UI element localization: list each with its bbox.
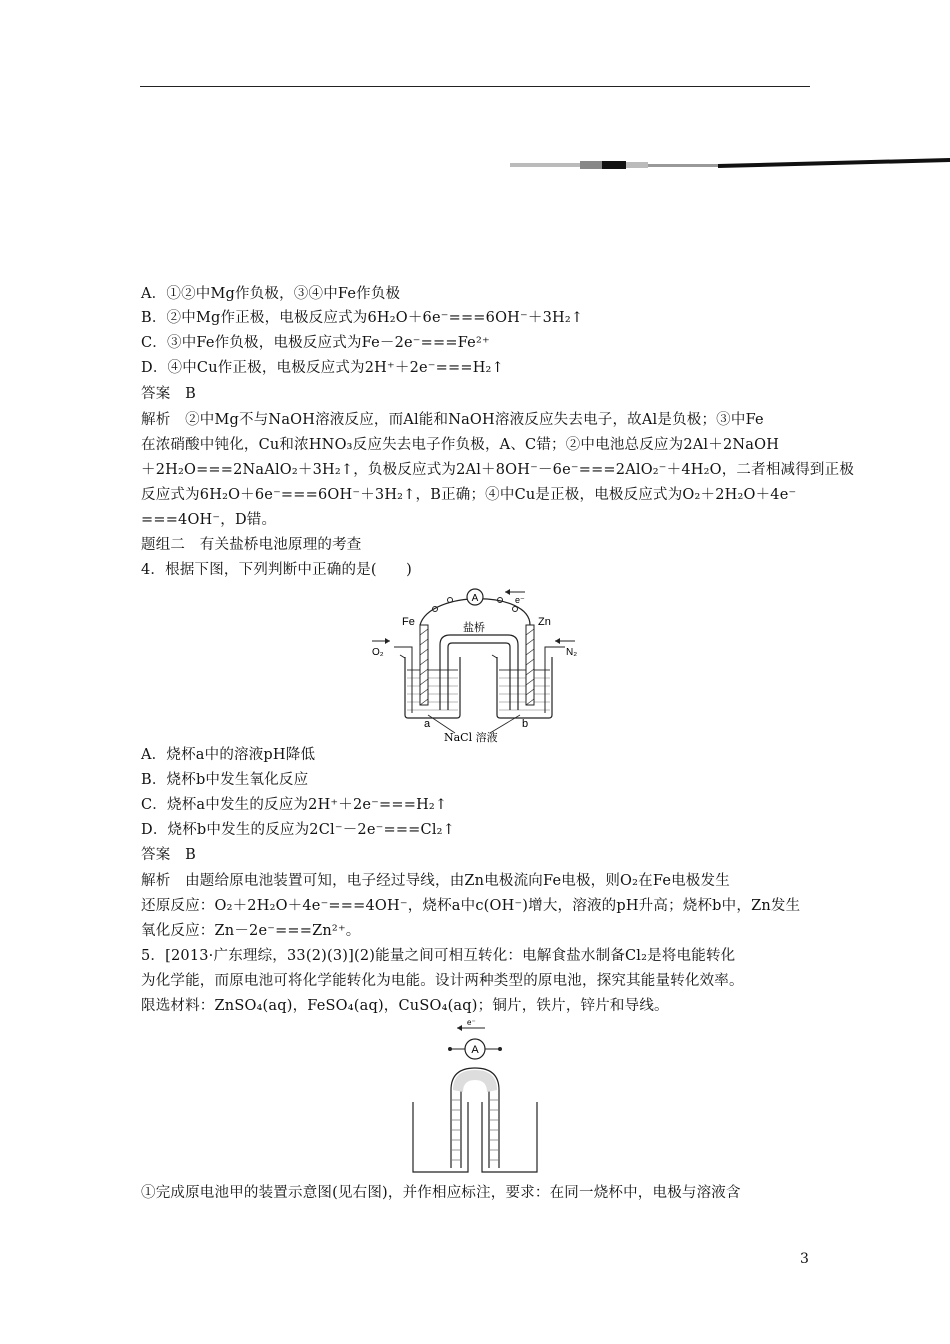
answer-line: 答案 B: [141, 847, 196, 863]
question-5-stem: 5．[2013·广东理综，33(2)(3)](2)能量之间可相互转化：电解食盐水制备Cl₂是将电能转化: [141, 948, 736, 964]
electron-label: e⁻: [515, 595, 525, 605]
option-a-line: A．烧杯a中的溶液pH降低: [141, 747, 316, 763]
section-title: 题组二 有关盐桥电池原理的考查: [141, 537, 362, 553]
n2-label: N₂: [566, 647, 578, 658]
salt-bridge-cell-figure: [360, 585, 600, 745]
cell-diagram-figure: [405, 1020, 545, 1180]
option-c-line: C．③中Fe作负极，电极反应式为Fe－2e⁻===Fe²⁺: [141, 335, 490, 351]
zn-label: Zn: [538, 616, 551, 628]
option-a-line: A．①②中Mg作负极，③④中Fe作负极: [141, 286, 401, 302]
analysis-line: 反应式为6H₂O＋6e⁻===6OH⁻＋3H₂↑，B正确；④中Cu是正极，电极反应式为O₂＋2H₂O＋4e⁻: [141, 487, 797, 503]
ammeter-label: A: [471, 1044, 479, 1056]
analysis-line: 解析 由题给原电池装置可知，电子经过导线，由Zn电极流向Fe电极，则O₂在Fe电极发生: [141, 873, 730, 889]
option-d-line: D．烧杯b中发生的反应为2Cl⁻－2e⁻===Cl₂↑: [141, 822, 456, 838]
o2-label: O₂: [372, 647, 384, 658]
analysis-line: 氧化反应：Zn－2e⁻===Zn²⁺。: [141, 923, 361, 939]
beaker-a-label: a: [424, 718, 431, 730]
analysis-line: ===4OH⁻，D错。: [141, 512, 277, 528]
materials-line: 限选材料：ZnSO₄(aq)，FeSO₄(aq)，CuSO₄(aq)；铜片，铁片，锌片和导线。: [141, 998, 669, 1014]
fe-label: Fe: [402, 616, 415, 628]
solution-label: NaCl 溶液: [444, 731, 498, 744]
salt-bridge-label: 盐桥: [463, 621, 485, 634]
option-b-line: B．烧杯b中发生氧化反应: [141, 772, 309, 788]
header-decoration: [0, 0, 950, 200]
option-c-line: C．烧杯a中发生的反应为2H⁺＋2e⁻===H₂↑: [141, 797, 448, 813]
electron-label: e⁻: [467, 1020, 476, 1027]
analysis-line: 还原反应：O₂＋2H₂O＋4e⁻===4OH⁻，烧杯a中c(OH⁻)增大，溶液的pH升高；烧杯b中，Zn发生: [141, 898, 801, 914]
question-5-stem: 为化学能，而原电池可将化学能转化为电能。设计两种类型的原电池，探究其能量转化效率。: [141, 973, 744, 989]
analysis-line: ＋2H₂O===2NaAlO₂＋3H₂↑，负极反应式为2Al＋8OH⁻－6e⁻===2AlO₂⁻＋4H₂O，二者相减得到正极: [141, 462, 855, 478]
question-4-stem: 4．根据下图，下列判断中正确的是( ): [141, 562, 413, 578]
answer-line: 答案 B: [141, 386, 196, 402]
analysis-line: 在浓硝酸中钝化，Cu和浓HNO₃反应失去电子作负极，A、C错；②中电池总反应为2Al＋2NaOH: [141, 437, 780, 453]
page-number: 3: [800, 1251, 809, 1267]
subquestion-1-line: ①完成原电池甲的装置示意图(见右图)，并作相应标注，要求：在同一烧杯中，电极与溶液含: [141, 1185, 741, 1201]
ammeter-label: A: [471, 593, 479, 604]
option-d-line: D．④中Cu作正极，电极反应式为2H⁺＋2e⁻===H₂↑: [141, 360, 504, 376]
beaker-b-label: b: [522, 718, 529, 730]
analysis-line: 解析 ②中Mg不与NaOH溶液反应，而Al能和NaOH溶液反应失去电子，故Al是负极；③中Fe: [141, 412, 764, 428]
option-b-line: B．②中Mg作正极，电极反应式为6H₂O＋6e⁻===6OH⁻＋3H₂↑: [141, 310, 584, 326]
